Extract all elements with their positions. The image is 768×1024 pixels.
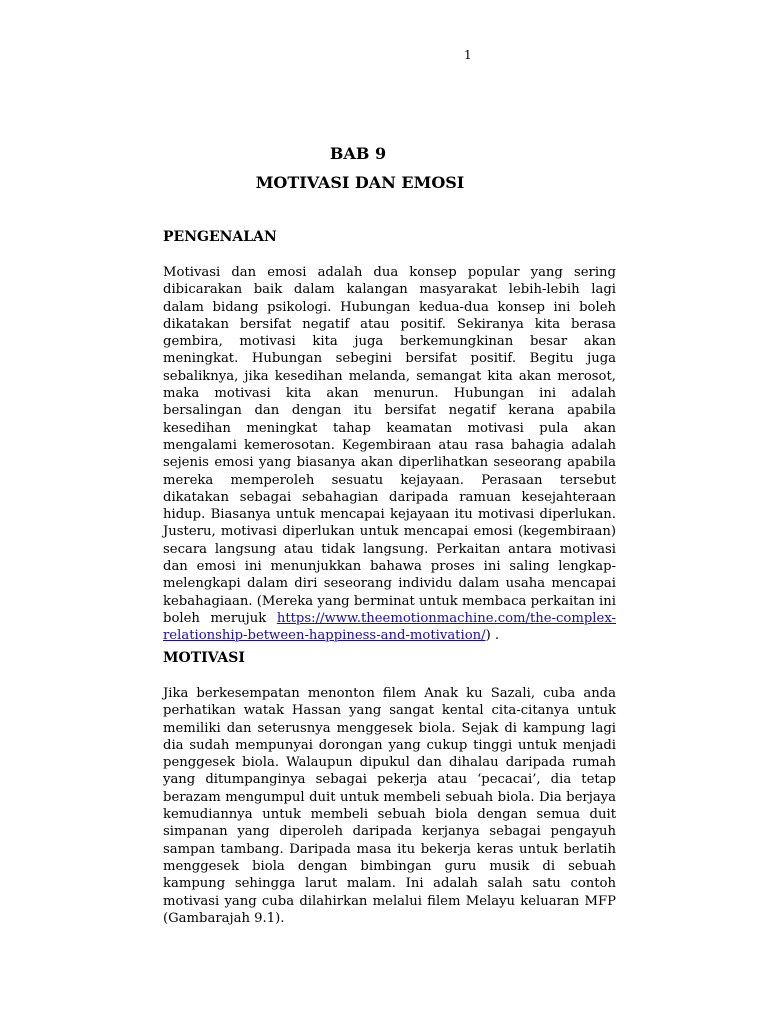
section-heading-motivasi: MOTIVASI bbox=[163, 650, 245, 666]
intro-paragraph bbox=[163, 264, 616, 645]
motivasi-paragraph: Jika berkesempatan menonton filem Anak ku Sazali, cuba anda perhatikan watak Hassan yang sangat kental cita-citanya untuk memiliki dan seterusnya menggesek biola. Sejak di kampung lagi dia sudah mempunyai dorongan yang cukup tinggi untuk menjadi penggesek biola. Walaupun dipukul dan dihalau daripada rumah yang ditumpanginya sebagai pekerja atau ‘pecacai’, dia tetap berazam mengumpul duit untuk membeli sebuah biola. Dia berjaya kemudiannya untuk membeli sebuah biola dengan semua duit simpanan yang diperoleh daripada kerjanya sebagai pengayuh sampan tambang. Daripada masa itu bekerja keras untuk berlatih menggesek biola dengan bimbingan guru musik di sebuah kampung sehingga larut malam. Ini adalah salah satu contoh motivasi yang cuba dilahirkan melalui filem Melayu keluaran MFP (Gambarajah 9.1). bbox=[163, 686, 616, 926]
intro-text: Motivasi dan emosi adalah dua konsep popular yang sering dibicarakan baik dalam kalangan masyarakat lebih-lebih lagi dalam bidang psikologi. Hubungan kedua-dua konsep ini boleh dikatakan bersifat negatif atau positif. Sekiranya kita berasa gembira, motivasi kita juga berkemungkinan besar akan meningkat. Hubungan sebegini bersifat positif. Begitu juga sebaliknya, jika kesedihan melanda, semangat kita akan merosot, maka motivasi kita akan menurun. Hubungan ini adalah bersalingan dan dengan itu bersifat negatif kerana apabila kesedihan meningkat tahap keamatan motivasi pula akan mengalami kemerosotan. Kegembiraan atau rasa bahagia adalah sejenis emosi yang biasanya akan diperlihatkan seseorang apabila mereka memperoleh sesuatu kejayaan. Perasaan tersebut dikatakan sebagai sebahagian daripada ramuan kesejahteraan hidup. Biasanya untuk mencapai kejayaan itu motivasi diperlukan. Justeru, motivasi diperlukan untuk mencapai emosi (kegembiraan) secara langsung atau tidak langsung. Perkaitan antara motivasi dan emosi ini menunjukkan bahawa proses ini saling lengkap-melengkapi dalam diri seseorang individu dalam usaha mencapai kebahagiaan. (Mereka yang berminat untuk membaca perkaitan ini boleh merujuk bbox=[163, 265, 616, 626]
reference-link[interactable]: https://www.theemotionmachine.com/the-complex-relationship-between-happiness-and-motivation/ bbox=[163, 610, 616, 644]
page-number: 1 bbox=[464, 48, 472, 62]
chapter-title: MOTIVASI DAN EMOSI bbox=[255, 173, 465, 192]
chapter-number: BAB 9 bbox=[329, 144, 387, 163]
intro-text-end: ) . bbox=[485, 628, 500, 644]
section-heading-pengenalan: PENGENALAN bbox=[163, 229, 277, 245]
